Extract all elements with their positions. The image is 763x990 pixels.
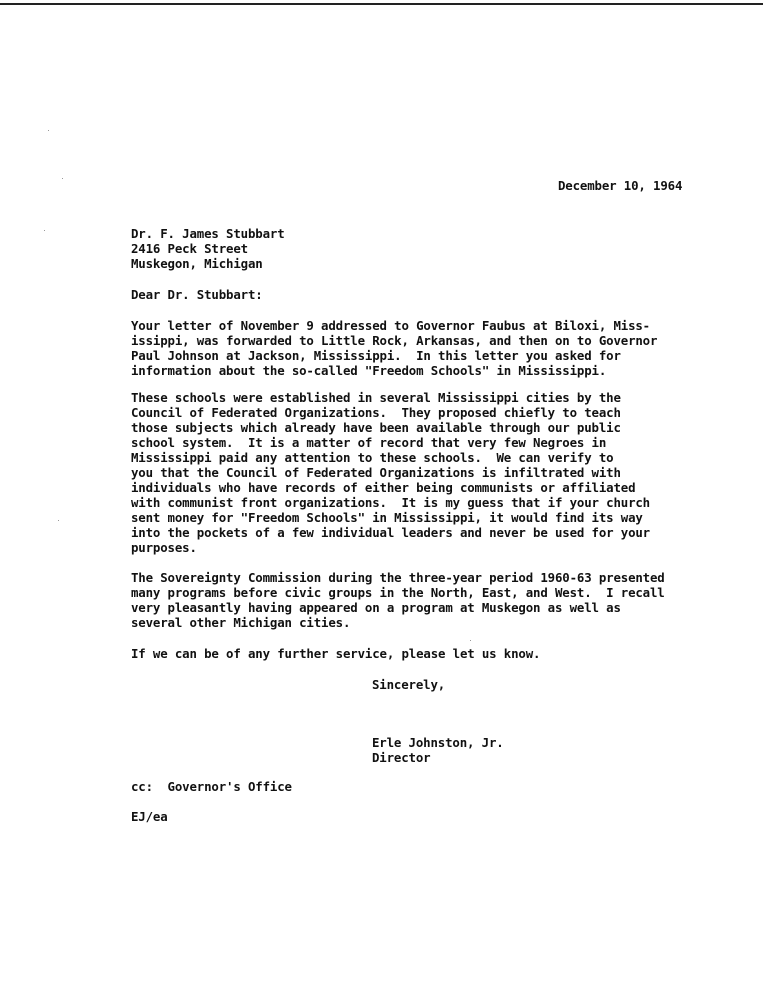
body-paragraph-4 bbox=[131, 646, 731, 661]
paragraph-line: very pleasantly having appeared on a program at Muskegon as well as bbox=[131, 600, 621, 615]
paragraph-line: If we can be of any further service, please let us know. bbox=[131, 646, 541, 661]
signer-name: Erle Johnston, Jr. bbox=[372, 735, 504, 750]
paragraph-line: These schools were established in several Mississippi cities by the bbox=[131, 390, 621, 405]
paragraph-line: The Sovereignty Commission during the three-year period 1960-63 presented bbox=[131, 570, 665, 585]
body-paragraph-1 bbox=[131, 318, 731, 378]
recipient-street: 2416 Peck Street bbox=[131, 241, 248, 256]
scan-speck bbox=[62, 178, 63, 179]
paragraph-line: with communist front organizations. It is my guess that if your church bbox=[131, 495, 650, 510]
paragraph-line: sent money for "Freedom Schools" in Mississippi, it would find its way bbox=[131, 510, 643, 525]
recipient-name: Dr. F. James Stubbart bbox=[131, 226, 285, 241]
paragraph-line: several other Michigan cities. bbox=[131, 615, 351, 630]
paragraph-line: Your letter of November 9 addressed to Governor Faubus at Biloxi, Miss- bbox=[131, 318, 650, 333]
closing: Sincerely, bbox=[372, 677, 446, 692]
scan-speck bbox=[58, 520, 59, 521]
top-edge-rule bbox=[0, 3, 763, 5]
paragraph-line: many programs before civic groups in the North, East, and West. I recall bbox=[131, 585, 665, 600]
paragraph-line: individuals who have records of either being communists or affiliated bbox=[131, 480, 636, 495]
body-paragraph-3 bbox=[131, 570, 731, 630]
letter-date: December 10, 1964 bbox=[558, 178, 683, 193]
recipient-city: Muskegon, Michigan bbox=[131, 256, 263, 271]
paragraph-line: school system. It is a matter of record that very few Negroes in bbox=[131, 435, 607, 450]
paragraph-line: purposes. bbox=[131, 540, 197, 555]
scan-speck bbox=[470, 640, 471, 641]
paragraph-line: Mississippi paid any attention to these schools. We can verify to bbox=[131, 450, 614, 465]
signer-title: Director bbox=[372, 750, 431, 765]
scan-speck bbox=[48, 130, 49, 131]
salutation: Dear Dr. Stubbart: bbox=[131, 287, 263, 302]
paragraph-line: into the pockets of a few individual leaders and never be used for your bbox=[131, 525, 650, 540]
paragraph-line: information about the so-called "Freedom Schools" in Mississippi. bbox=[131, 363, 607, 378]
typist-initials: EJ/ea bbox=[131, 809, 168, 824]
paragraph-line: those subjects which already have been available through our public bbox=[131, 420, 621, 435]
body-paragraph-2 bbox=[131, 390, 731, 555]
paragraph-line: you that the Council of Federated Organizations is infiltrated with bbox=[131, 465, 621, 480]
cc-line: cc: Governor's Office bbox=[131, 779, 292, 794]
scan-speck bbox=[44, 230, 45, 231]
paragraph-line: issippi, was forwarded to Little Rock, Arkansas, and then on to Governor bbox=[131, 333, 658, 348]
paragraph-line: Council of Federated Organizations. They proposed chiefly to teach bbox=[131, 405, 621, 420]
paragraph-line: Paul Johnson at Jackson, Mississippi. In this letter you asked for bbox=[131, 348, 621, 363]
